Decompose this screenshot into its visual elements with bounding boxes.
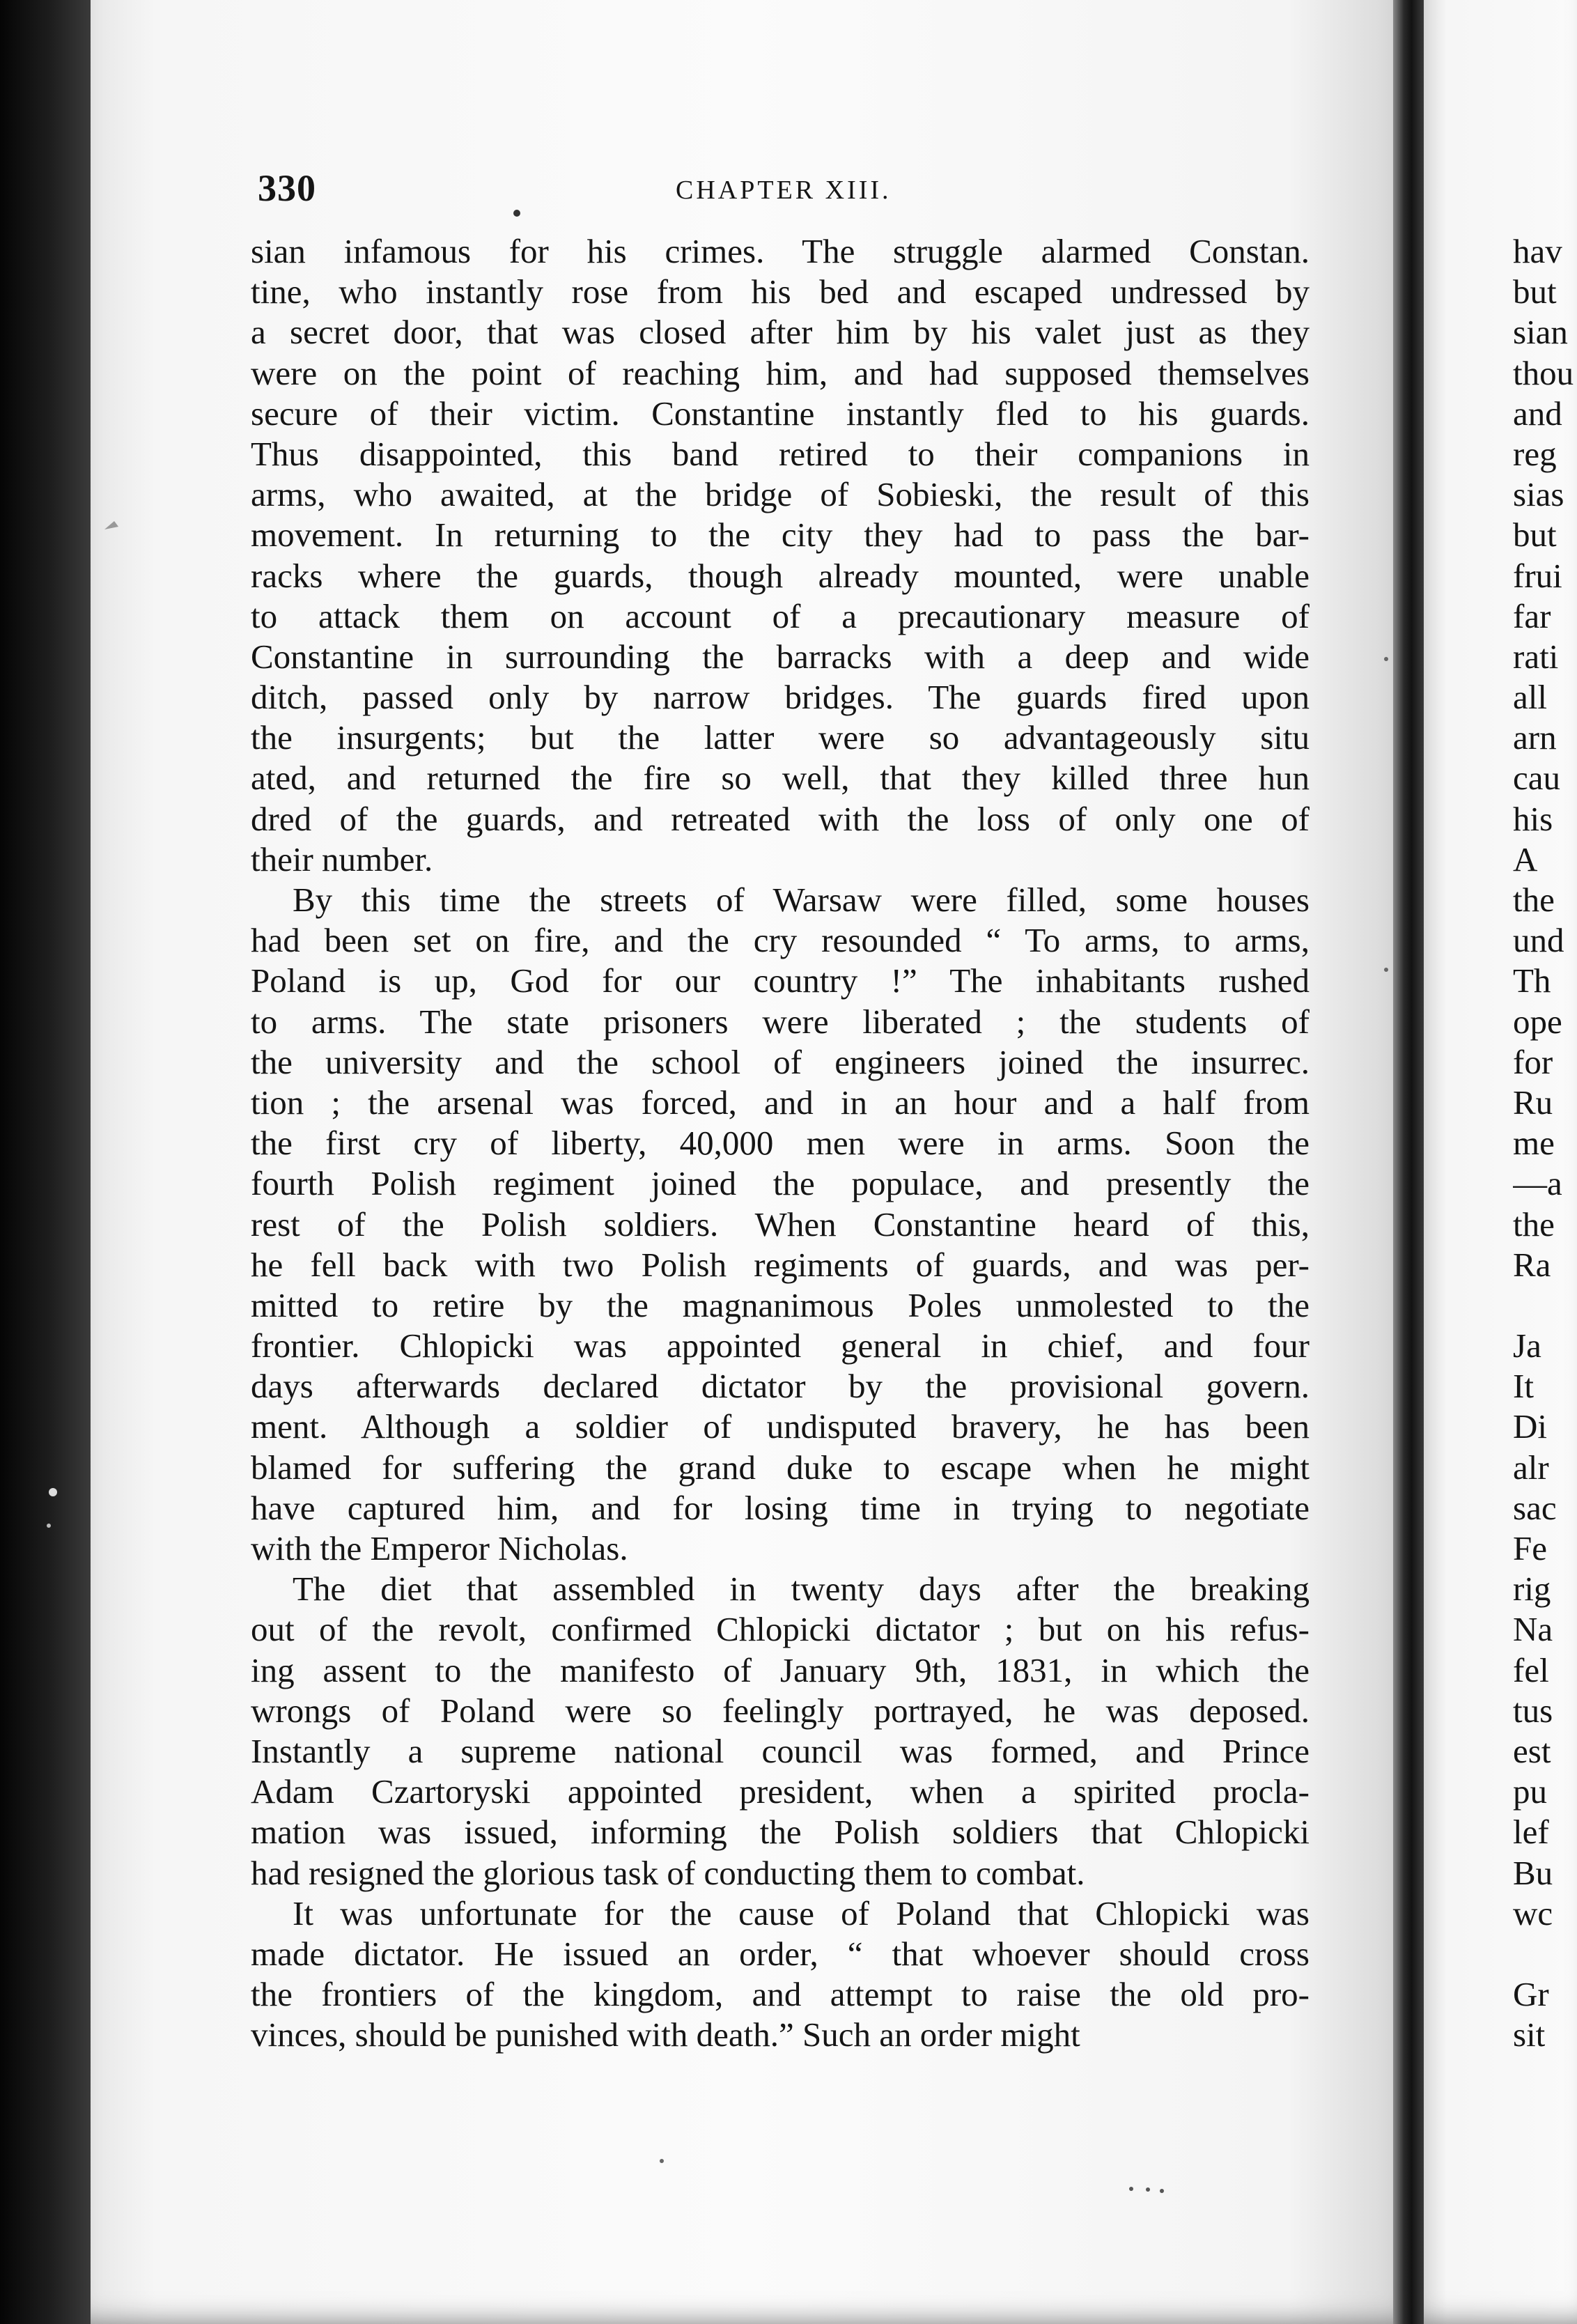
text-line: days afterwards declared dictator by the provisional govern. <box>251 1367 1310 1406</box>
facing-page-fragment: frui <box>1513 556 1562 595</box>
text-line: The diet that assembled in twenty days after the breaking <box>293 1570 1310 1609</box>
text-line: the frontiers of the kingdom, and attempt to raise the old pro- <box>251 1975 1310 2014</box>
text-line: the first cry of liberty, 40,000 men were in arms. Soon the <box>251 1124 1310 1163</box>
facing-page-fragment: but <box>1513 272 1557 311</box>
facing-page-fragment: his <box>1513 799 1553 838</box>
facing-page-fragment: far <box>1513 596 1551 635</box>
text-line: frontier. Chlopicki was appointed general in chief, and four <box>251 1326 1310 1365</box>
facing-page-fragment: thou <box>1513 353 1574 392</box>
text-line: had resigned the glorious task of conducting them to combat. <box>251 1853 1085 1892</box>
facing-page-fragment: A <box>1513 839 1538 878</box>
text-line: were on the point of reaching him, and had supposed themselves <box>251 353 1310 392</box>
facing-page-fragment: sac <box>1513 1488 1557 1527</box>
page-number: 330 <box>258 167 316 209</box>
text-line: mation was issued, informing the Polish soldiers that Chlopicki <box>251 1813 1310 1852</box>
facing-page-fragment: wc <box>1513 1893 1553 1932</box>
facing-page-fragment: Ra <box>1513 1245 1551 1284</box>
text-line: Constantine in surrounding the barracks with a deep and wide <box>251 637 1310 676</box>
facing-page-fragment: me <box>1513 1124 1555 1163</box>
text-line: ditch, passed only by narrow bridges. The guards fired upon <box>251 678 1310 717</box>
text-line: fourth Polish regiment joined the populace, and presently the <box>251 1164 1310 1203</box>
facing-page-fragment: Ru <box>1513 1083 1553 1122</box>
facing-page-fragment: cau <box>1513 759 1560 798</box>
facing-page-fragment: Gr <box>1513 1975 1549 2014</box>
facing-page-fragment: fel <box>1513 1650 1549 1689</box>
facing-page-fragment: rig <box>1513 1570 1551 1609</box>
facing-page-fragment: the <box>1513 1204 1555 1244</box>
text-line: dred of the guards, and retreated with the loss of only one of <box>251 799 1310 838</box>
facing-page-fragment: sias <box>1513 475 1564 514</box>
facing-page-fragment: ope <box>1513 1002 1562 1041</box>
facing-page-fragment: Bu <box>1513 1853 1553 1892</box>
text-line: ated, and returned the fire so well, that they killed three hun <box>251 759 1310 798</box>
facing-page-fragments <box>1513 231 1577 2055</box>
text-line: have captured him, and for losing time in trying to negotiate <box>251 1488 1310 1527</box>
facing-page-fragment <box>1513 1934 1577 1974</box>
text-line: It was unfortunate for the cause of Poland that Chlopicki was <box>293 1893 1310 1932</box>
text-line: sian infamous for his crimes. The struggle alarmed Constan. <box>251 232 1310 270</box>
facing-page-fragment: and <box>1513 394 1562 433</box>
facing-page-fragment: Th <box>1513 961 1551 1000</box>
body-text <box>251 231 1310 2055</box>
text-line: Adam Czartoryski appointed president, when a spirited procla- <box>251 1772 1310 1811</box>
facing-page-fragment: rati <box>1513 637 1559 676</box>
text-line: with the Emperor Nicholas. <box>251 1529 628 1567</box>
facing-page-fragment: but <box>1513 516 1557 555</box>
text-line: their number. <box>251 839 433 878</box>
text-line: ing assent to the manifesto of January 9th, 1831, in which the <box>251 1650 1310 1689</box>
book-binding-shadow <box>0 0 91 2324</box>
facing-page-fragment: It <box>1513 1367 1534 1406</box>
facing-page-fragment: all <box>1513 678 1547 717</box>
facing-page-fragment: sit <box>1513 2015 1546 2054</box>
text-line: secure of their victim. Constantine instantly fled to his guards. <box>251 394 1310 433</box>
text-line: the university and the school of engineers joined the insurrec. <box>251 1042 1310 1081</box>
facing-page-fragment: alr <box>1513 1448 1549 1487</box>
page-header <box>258 167 1275 209</box>
text-line: ment. Although a soldier of undisputed bravery, he has been <box>251 1407 1310 1446</box>
facing-page-fragment: und <box>1513 921 1564 960</box>
facing-page-fragment: est <box>1513 1731 1551 1770</box>
text-line: he fell back with two Polish regiments of guards, and was per- <box>251 1245 1310 1284</box>
text-line: out of the revolt, confirmed Chlopicki dictator ; but on his refus- <box>251 1610 1310 1649</box>
text-line: Poland is up, God for our country !” The inhabitants rushed <box>251 961 1310 1000</box>
facing-page-fragment: —a <box>1513 1164 1562 1203</box>
facing-page-fragment: the <box>1513 881 1555 919</box>
text-line: Instantly a supreme national council was formed, and Prince <box>251 1731 1310 1770</box>
text-line: mitted to retire by the magnanimous Poles unmolested to the <box>251 1285 1310 1324</box>
facing-page-fragment <box>1513 1285 1577 1326</box>
facing-page-fragment: reg <box>1513 434 1557 473</box>
text-line: a secret door, that was closed after him by his valet just as they <box>251 313 1310 352</box>
facing-page-fragment: Fe <box>1513 1529 1547 1567</box>
facing-page-fragment: sian <box>1513 313 1568 352</box>
text-line: blamed for suffering the grand duke to escape when he might <box>251 1448 1310 1487</box>
facing-page-fragment: hav <box>1513 232 1562 270</box>
text-line: made dictator. He issued an order, “ that whoever should cross <box>251 1934 1310 1973</box>
text-line: wrongs of Poland were so feelingly portrayed, he was deposed. <box>251 1691 1310 1730</box>
facing-page-fragment: for <box>1513 1042 1553 1081</box>
facing-page-fragment: Di <box>1513 1407 1547 1446</box>
text-line: tion ; the arsenal was forced, and in an hour and a half from <box>251 1083 1310 1122</box>
running-head: CHAPTER XIII. <box>676 176 892 205</box>
text-line: By this time the streets of Warsaw were filled, some houses <box>293 881 1310 919</box>
facing-page-fragment: pu <box>1513 1772 1547 1811</box>
facing-page-fragment: lef <box>1513 1813 1549 1852</box>
text-line: arms, who awaited, at the bridge of Sobieski, the result of this <box>251 475 1310 514</box>
text-line: the insurgents; but the latter were so advantageously situ <box>251 718 1310 757</box>
text-line: movement. In returning to the city they had to pass the bar- <box>251 516 1310 555</box>
text-line: rest of the Polish soldiers. When Constantine heard of this, <box>251 1204 1310 1244</box>
facing-page-fragment: arn <box>1513 718 1557 757</box>
text-line: had been set on fire, and the cry resounded “ To arms, to arms, <box>251 921 1310 960</box>
page-gutter <box>1393 0 1424 2324</box>
text-line: vinces, should be punished with death.” Such an order might <box>251 2015 1080 2054</box>
text-line: Thus disappointed, this band retired to their companions in <box>251 434 1310 473</box>
facing-page-fragment: tus <box>1513 1691 1553 1730</box>
facing-page-fragment: Ja <box>1513 1326 1541 1365</box>
facing-page-fragment: Na <box>1513 1610 1553 1649</box>
text-line: tine, who instantly rose from his bed and escaped undressed by <box>251 272 1310 311</box>
text-line: to attack them on account of a precautionary measure of <box>251 596 1310 635</box>
text-line: racks where the guards, though already mounted, were unable <box>251 556 1310 595</box>
text-line: to arms. The state prisoners were liberated ; the students of <box>251 1002 1310 1041</box>
